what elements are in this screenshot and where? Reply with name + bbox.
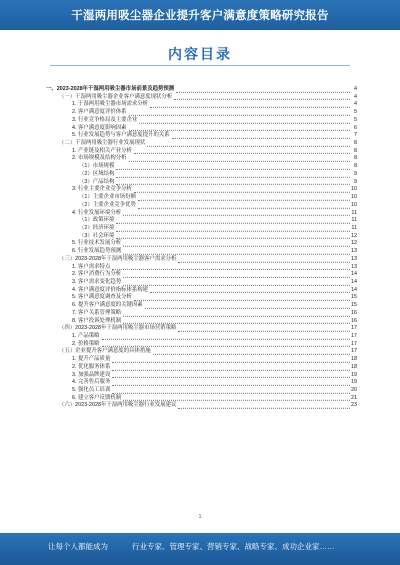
toc-entry-page: 11 xyxy=(351,217,357,224)
toc-entry-page: 11 xyxy=(351,209,357,216)
toc-entry-page: 14 xyxy=(351,271,357,278)
toc-entry-text: 5. 行业技术发展分析 xyxy=(72,240,122,247)
toc-entry-text: 4. 客户满意度影响因素 xyxy=(72,124,127,131)
toc-entry-page: 19 xyxy=(351,371,357,378)
toc-entry-page: 10 xyxy=(351,201,357,208)
toc-entry-text: （二）干湿两用吸尘器行业发展现状 xyxy=(59,140,146,147)
toc-entry-page: 15 xyxy=(351,302,357,309)
toc-entry-text: （3）产品结构 xyxy=(79,178,115,185)
toc-entry-page: 19 xyxy=(351,379,357,386)
toc-entry-page: 17 xyxy=(351,340,357,347)
toc-entry-page: 17 xyxy=(351,333,357,339)
toc-entry-page: 8 xyxy=(354,163,357,170)
toc-entry-page: 14 xyxy=(351,278,357,285)
table-of-contents xyxy=(0,86,400,410)
toc-entry-page: 21 xyxy=(351,394,357,401)
toc-entry-page: 12 xyxy=(351,240,357,247)
toc-entry-text: 4. 行业发展环境分析 xyxy=(72,209,122,216)
toc-entry-page: 17 xyxy=(351,348,357,355)
toc-entry-text: 2. 价格策略 xyxy=(72,340,100,347)
report-header-banner xyxy=(0,0,400,30)
toc-entry-page: 4 xyxy=(354,93,357,100)
toc-entry-page: 5 xyxy=(354,109,357,116)
toc-entry-page: 13 xyxy=(351,248,357,255)
report-title: 干湿两用吸尘器企业提升客户满意度策略研究报告 xyxy=(71,10,329,22)
footer-tagline: 行业专家、管理专家、营销专家、战略专家、成功企业家…… xyxy=(132,542,335,551)
toc-entry-page: 4 xyxy=(354,101,357,108)
toc-entry-page: 10 xyxy=(351,194,357,201)
toc-entry-text: 1. 客户需求特点 xyxy=(72,263,111,270)
toc-entry-page: 11 xyxy=(351,224,357,231)
toc-entry-text: （1）市场规模 xyxy=(79,163,115,170)
footer-slogan: 让每个人都能成为 xyxy=(48,542,108,551)
toc-entry-text: 4. 客户满意度评价指标体系构建 xyxy=(72,286,149,293)
toc-entry-text: 1. 产业链及相关产业分析 xyxy=(72,147,132,154)
toc-entry-page: 13 xyxy=(351,263,357,270)
toc-leader-dots xyxy=(178,400,350,409)
toc-entry-text: 5. 行业发展趋势与客户满意度提升的关系 xyxy=(72,132,170,139)
toc-entry-page: 18 xyxy=(351,356,357,363)
toc-entry-text: 6. 行业发展趋势预测 xyxy=(72,248,122,255)
toc-entry-text: （一）干湿两用吸尘器企业客户满意度现状分析 xyxy=(59,93,173,100)
toc-entry-text: （四）2023-2028年干湿两用吸尘器市场营销策略 xyxy=(59,325,177,332)
toc-entry-text: 1. 干湿两用吸尘器市场需求分析 xyxy=(72,101,149,108)
toc-entry-page: 13 xyxy=(351,255,357,262)
toc-entry-text: 一、2023-2028年干湿两用吸尘器市场前景及趋势预测 xyxy=(46,86,175,92)
toc-entry-text: 7. 客户关系管理策略 xyxy=(72,309,122,316)
toc-entry-text: （2）经济环境 xyxy=(79,224,115,231)
toc-entry-page: 16 xyxy=(351,317,357,324)
toc-entry-page: 17 xyxy=(351,325,357,332)
toc-entry-text: （1）主要企业市场份额 xyxy=(79,194,136,201)
toc-entry-page: 5 xyxy=(354,116,357,123)
toc-entry-page: 8 xyxy=(354,155,357,162)
toc-heading: 内容目录 xyxy=(168,46,232,62)
toc-entry-page: 9 xyxy=(354,170,357,177)
toc-entry-page: 7 xyxy=(354,132,357,139)
toc-entry-page: 23 xyxy=(351,402,357,409)
toc-entry-text: （2）区域结构 xyxy=(79,170,115,177)
page-number: 1 xyxy=(198,514,202,520)
toc-entry-page: 10 xyxy=(351,186,357,193)
toc-entry-text: （三）2023-2028年干湿两用吸尘器客户需求分析 xyxy=(59,255,177,262)
toc-entry-text: （1）政策环境 xyxy=(79,217,115,224)
toc-entry-text: 3. 行业竞争格局及主要企业 xyxy=(72,116,138,123)
toc-entry-text: 3. 加强品牌建设 xyxy=(72,371,111,378)
toc-entry-text: 2. 客户满意度评价体系 xyxy=(72,109,127,116)
toc-divider xyxy=(50,65,350,66)
toc-entry-text: 2. 市场规模及结构分析 xyxy=(72,155,127,162)
toc-entry-text: 6. 建立客户反馈机制 xyxy=(72,394,122,401)
toc-entry-text: 3. 客户需求变化趋势 xyxy=(72,278,122,285)
toc-entry-text: 2. 客户消费行为分析 xyxy=(72,271,122,278)
footer-banner xyxy=(0,533,400,565)
toc-entry-page: 12 xyxy=(351,232,357,239)
toc-entry-page: 18 xyxy=(351,363,357,370)
toc-entry-text: （五）企业提升客户满意度的具体措施 xyxy=(59,348,151,355)
toc-entry-page: 4 xyxy=(354,86,357,92)
toc-entry[interactable] xyxy=(0,402,400,410)
toc-entry-text: 5. 客户满意度调查及分析 xyxy=(72,294,132,301)
toc-entry-text: （3）社会环境 xyxy=(79,232,115,239)
toc-entry-page: 6 xyxy=(354,124,357,131)
toc-entry-text: 4. 完善售后服务 xyxy=(72,379,111,386)
toc-entry-page: 9 xyxy=(354,178,357,185)
toc-entry-page: 15 xyxy=(351,294,357,301)
toc-entry-text: 5. 强化员工培训 xyxy=(72,387,111,394)
toc-entry-text: 3. 行业主要企业竞争分析 xyxy=(72,186,132,193)
toc-entry-text: 1. 产品策略 xyxy=(72,333,100,339)
toc-entry-text: 2. 优化服务体系 xyxy=(72,363,111,370)
toc-entry-page: 14 xyxy=(351,286,357,293)
toc-entry-text: （2）主要企业竞争优势 xyxy=(79,201,136,208)
toc-entry-page: 16 xyxy=(351,309,357,316)
toc-entry-text: （六）2023-2028年干湿两用吸尘器行业发展建议 xyxy=(59,402,177,409)
toc-entry-text: 8. 客户投诉处理机制 xyxy=(72,317,122,324)
toc-entry-text: 6. 提升客户满意度的关键因素 xyxy=(72,302,143,309)
toc-entry-page: 8 xyxy=(354,140,357,147)
toc-entry-page: 20 xyxy=(351,387,357,394)
toc-entry-text: 1. 提升产品质量 xyxy=(72,356,111,363)
toc-entry-page: 8 xyxy=(354,147,357,154)
